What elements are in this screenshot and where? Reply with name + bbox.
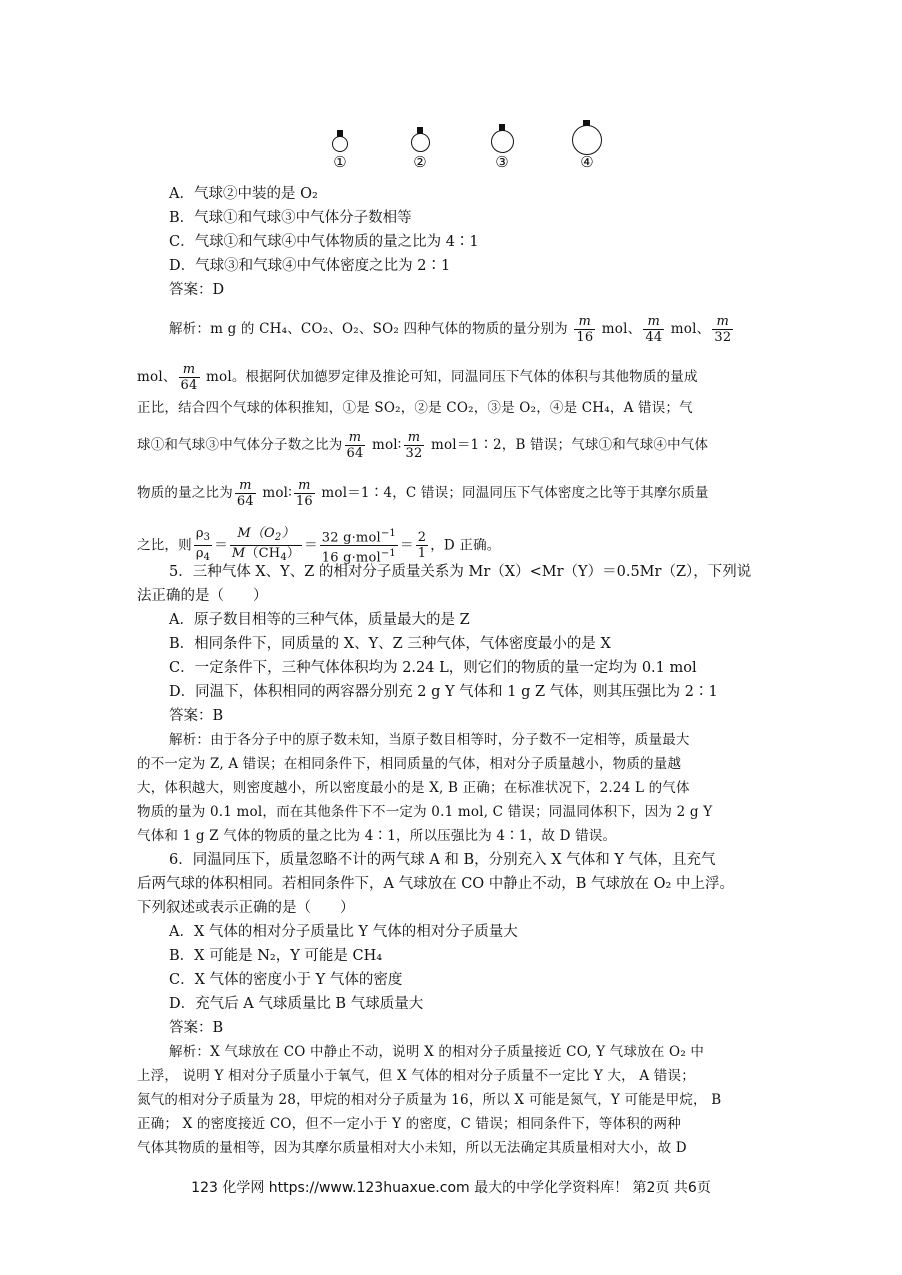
fraction-m-44: $\frac{m}{44}$ bbox=[645, 314, 663, 345]
q4-exp-text: ，D 正确。 bbox=[430, 537, 501, 554]
balloon-figure bbox=[310, 118, 630, 178]
q6-stem-line-2: 后两气球的体积相同。若相同条件下，A 气球放在 CO 中静止不动，B 气球放在 O₂ 中上浮。 bbox=[137, 876, 734, 892]
q5-stem-line-2: 法正确的是（ ） bbox=[137, 588, 268, 604]
q5-option-c: C．一定条件下，三种气体体积均为 2.24 L，则它们的物质的量一定均为 0.1 mol bbox=[169, 660, 697, 676]
q6-option-d: D．充气后 A 气球质量比 B 气球质量大 bbox=[169, 996, 424, 1012]
q4-exp-text: 解析：m g 的 CH₄、CO₂、O₂、SO₂ 四种气体的物质的量分别为 bbox=[169, 321, 568, 337]
q4-exp-text: 物质的量之比为 bbox=[137, 485, 233, 501]
q4-option-b: B．气球①和气球③中气体分子数相等 bbox=[169, 210, 412, 226]
q6-explanation-line-2: 上浮， 说明 Y 相对分子质量小于氧气，但 X 气体的相对分子质量不一定比 Y 大， A 错误； bbox=[137, 1068, 695, 1084]
balloon-label: ③ bbox=[495, 153, 509, 171]
q4-explanation-line-1: 解析：m g 的 CH₄、CO₂、O₂、SO₂ 四种气体的物质的量分别为 $\frac{m}{16}$ mol、 $\frac{m}{44}$ mol、 $\frac{m}{32}$ bbox=[169, 314, 732, 345]
q6-stem-line-1: 6．同温同压下，质量忽略不计的两气球 A 和 B，分别充入 X 气体和 Y 气体，且充气 bbox=[169, 852, 716, 868]
page-footer: 123 化学网 https://www.123huaxue.com 最大的中学化学资料库！ 第2页 共6页 bbox=[191, 1180, 711, 1196]
q5-explanation-line-4: 物质的量为 0.1 mol，而在其他条件下不一定为 0.1 mol, C 错误；同温同体积下，因为 2 g Y bbox=[137, 804, 713, 820]
q5-explanation-line-5: 气体和 1 g Z 气体的物质的量之比为 4∶1，所以压强比为 4∶1，故 D 错误。 bbox=[137, 828, 617, 844]
fraction-m-16: $\frac{m}{16}$ bbox=[295, 478, 313, 509]
fraction-m-64: $\frac{m}{64}$ bbox=[346, 430, 364, 461]
q5-option-a: A．原子数目相等的三种气体，质量最大的是 Z bbox=[169, 612, 470, 628]
q5-explanation-line-3: 大，体积越大，则密度越小，所以密度最小的是 X, B 正确；在标准状况下，2.24 L 的气体 bbox=[137, 780, 690, 796]
q4-explanation-line-5: 物质的量之比为 $\frac{m}{64}$ mol∶ $\frac{m}{16}$ mol＝1∶4，C 错误；同温同压下气体密度之比等于其摩尔质量 bbox=[137, 478, 709, 509]
q5-answer: 答案：B bbox=[169, 708, 224, 724]
q6-option-b: B．X 可能是 N₂，Y 可能是 CH₄ bbox=[169, 948, 383, 964]
q5-stem-line-1: 5．三种气体 X、Y、Z 的相对分子质量关系为 Mr（X）<Mr（Y）＝0.5Mr（Z），下列说 bbox=[169, 564, 752, 580]
q6-stem-line-3: 下列叙述或表示正确的是（ ） bbox=[137, 900, 355, 916]
q4-option-d: D．气球③和气球④中气体密度之比为 2∶1 bbox=[169, 258, 451, 274]
q5-option-d: D．同温下，体积相同的两容器分别充 2 g Y 气体和 1 g Z 气体，则其压强比为 2∶1 bbox=[169, 684, 718, 700]
fraction-m-16: $\frac{m}{16}$ bbox=[576, 314, 594, 345]
fraction-m-32: $\frac{m}{32}$ bbox=[405, 430, 423, 461]
q4-exp-text: mol＝1∶2，B 错误；气球①和气球④中气体 bbox=[430, 437, 709, 453]
balloon-label: ① bbox=[333, 153, 347, 171]
q4-option-c: C．气球①和气球④中气体物质的量之比为 4∶1 bbox=[169, 234, 479, 250]
balloon-body bbox=[411, 133, 430, 152]
balloon-label: ④ bbox=[580, 153, 594, 171]
fraction-rho3-rho4: $\frac{\rho_3}{\rho_4}$ bbox=[195, 526, 211, 564]
fraction-2-1: $\frac{2}{1}$ bbox=[417, 530, 427, 562]
balloon-body bbox=[572, 125, 602, 155]
fraction-m-64: $\frac{m}{64}$ bbox=[180, 362, 198, 393]
q4-explanation-line-6: 之比，则 $\frac{\rho_3}{\rho_4}$ ＝ $\frac{M(O_2)}{M(CH_4)}$ ＝ $\frac{32 g\cdot mol^{-1}}{16 g\cdot mol^{-1}}$ ＝ $\frac{2}{1}$ ，D 正确。 bbox=[137, 526, 501, 566]
balloon-body bbox=[491, 130, 514, 153]
fraction-molar-mass: $\frac{M(O_2)}{M(CH_4)}$ bbox=[231, 526, 301, 564]
q4-explanation-line-4: 球①和气球③中气体分子数之比为 $\frac{m}{64}$ mol∶ $\frac{m}{32}$ mol＝1∶2，B 错误；气球①和气球④中气体 bbox=[137, 430, 709, 461]
balloon-label: ② bbox=[413, 153, 427, 171]
fraction-m-32: $\frac{m}{32}$ bbox=[714, 314, 732, 345]
fraction-molar-values: $\frac{32 g\cdot mol^{-1}}{16 g\cdot mol^{-1}}$ bbox=[321, 528, 396, 566]
q5-explanation-line-1: 解析：由于各分子中的原子数未知，当原子数目相等时，分子数不一定相等，质量最大 bbox=[169, 732, 690, 748]
q5-explanation-line-2: 的不一定为 Z, A 错误；在相同条件下，相同质量的气体，相对分子质量越小，物质的量越 bbox=[137, 756, 682, 772]
q6-explanation-line-1: 解析：X 气球放在 CO 中静止不动，说明 X 的相对分子质量接近 CO, Y 气球放在 O₂ 中 bbox=[169, 1044, 705, 1060]
q6-explanation-line-5: 气体其物质的量相等，因为其摩尔质量相对大小未知，所以无法确定其质量相对大小，故 D bbox=[137, 1140, 687, 1156]
q6-option-c: C．X 气体的密度小于 Y 气体的密度 bbox=[169, 972, 403, 988]
q6-explanation-line-4: 正确； X 的密度接近 CO，但不一定小于 Y 的密度，C 错误；相同条件下，等体积的两种 bbox=[137, 1116, 681, 1132]
q6-explanation-line-3: 氮气的相对分子质量为 28，甲烷的相对分子质量为 16，所以 X 可能是氮气，Y 可能是甲烷， B bbox=[137, 1092, 722, 1108]
balloon-body bbox=[332, 136, 348, 152]
q6-option-a: A．X 气体的相对分子质量比 Y 气体的相对分子质量大 bbox=[169, 924, 518, 940]
q4-exp-text: 之比，则 bbox=[137, 537, 192, 554]
q4-explanation-line-3: 正比，结合四个气球的体积推知，①是 SO₂，②是 CO₂，③是 O₂，④是 CH₄，A 错误；气 bbox=[137, 400, 693, 416]
q4-exp-text: 球①和气球③中气体分子数之比为 bbox=[137, 437, 343, 453]
q4-exp-text: mol。根据阿伏加德罗定律及推论可知，同温同压下气体的体积与其他物质的量成 bbox=[206, 369, 698, 385]
q4-exp-text: mol＝1∶4，C 错误；同温同压下气体密度之比等于其摩尔质量 bbox=[321, 485, 709, 501]
q4-answer: 答案：D bbox=[169, 282, 225, 298]
q4-explanation-line-2: mol、 $\frac{m}{64}$ mol。根据阿伏加德罗定律及推论可知，同温同压下气体的体积与其他物质的量成 bbox=[137, 362, 698, 393]
fraction-m-64: $\frac{m}{64}$ bbox=[236, 478, 254, 509]
q6-answer: 答案：B bbox=[169, 1020, 224, 1036]
q4-option-a: A．气球②中装的是 O₂ bbox=[169, 186, 318, 202]
q5-option-b: B．相同条件下，同质量的 X、Y、Z 三种气体，气体密度最小的是 X bbox=[169, 636, 611, 652]
